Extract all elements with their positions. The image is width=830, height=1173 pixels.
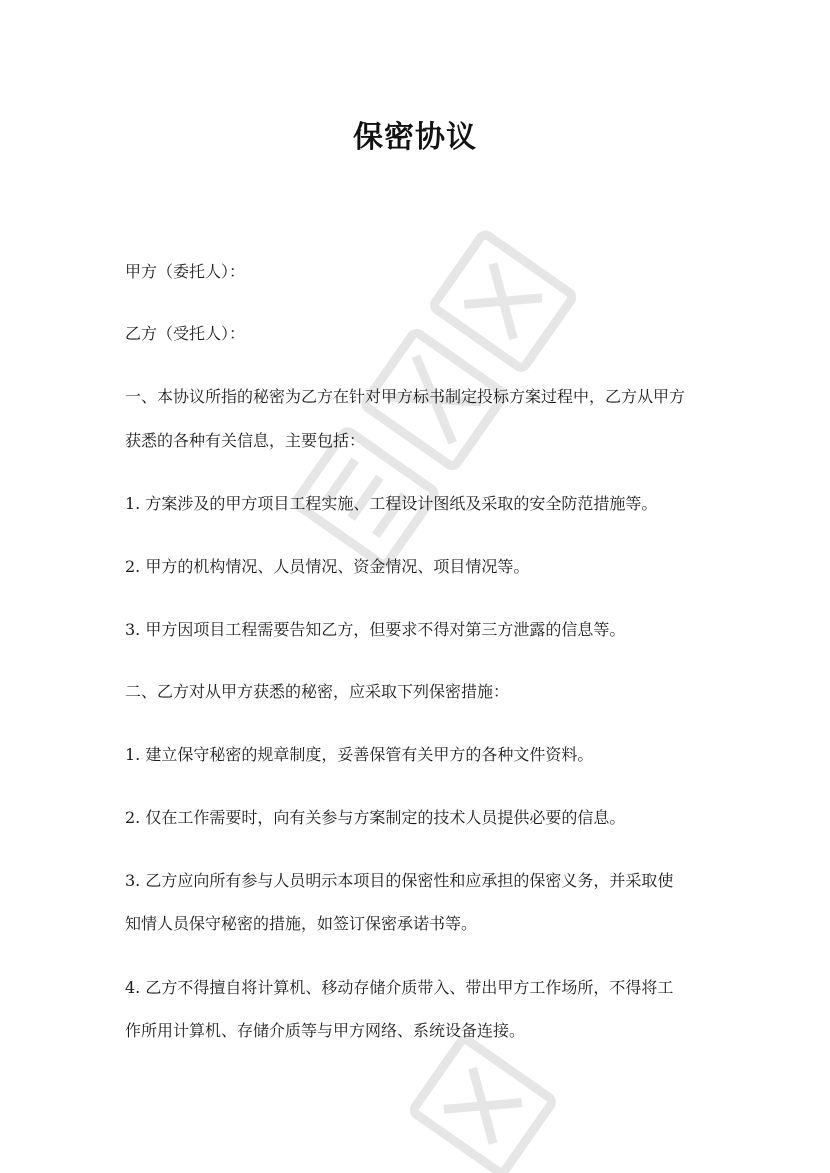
party-a-label: 甲方（委托人）： — [125, 262, 246, 281]
section1-line1: 一、本协议所指的秘密为乙方在针对甲方标书制定投标方案过程中，乙方从甲方 — [125, 387, 686, 406]
section2-item4-line2: 作所用计算机、存储介质等与甲方网络、系统设备连接。 — [125, 1021, 526, 1040]
section2-item3-line1: 3. 乙方应向所有参与人员明示本项目的保密性和应承担的保密义务，并采取使 — [125, 871, 674, 890]
section1-line2: 获悉的各种有关信息，主要包括： — [125, 431, 366, 450]
section1-item3: 3. 甲方因项目工程需要告知乙方，但要求不得对第三方泄露的信息等。 — [125, 620, 626, 639]
section2-item4-line1: 4. 乙方不得擅自将计算机、移动存储介质带入、带出甲方工作场所，不得将工 — [125, 978, 674, 997]
page-title: 保密协议 — [353, 120, 477, 155]
section2-item2: 2. 仅在工作需要时，向有关参与方案制定的技术人员提供必要的信息。 — [125, 808, 626, 827]
section2-item1: 1. 建立保守秘密的规章制度，妥善保管有关甲方的各种文件资料。 — [125, 745, 594, 764]
party-b-label: 乙方（受托人）： — [125, 324, 246, 343]
section1-item1: 1. 方案涉及的甲方项目工程实施、工程设计图纸及采取的安全防范措施等。 — [125, 494, 658, 513]
section2-heading: 二、乙方对从甲方获悉的秘密，应采取下列保密措施： — [125, 682, 510, 701]
section1-item2: 2. 甲方的机构情况、人员情况、资金情况、项目情况等。 — [125, 557, 530, 576]
section2-item3-line2: 知情人员保守秘密的措施，如签订保密承诺书等。 — [125, 914, 478, 933]
